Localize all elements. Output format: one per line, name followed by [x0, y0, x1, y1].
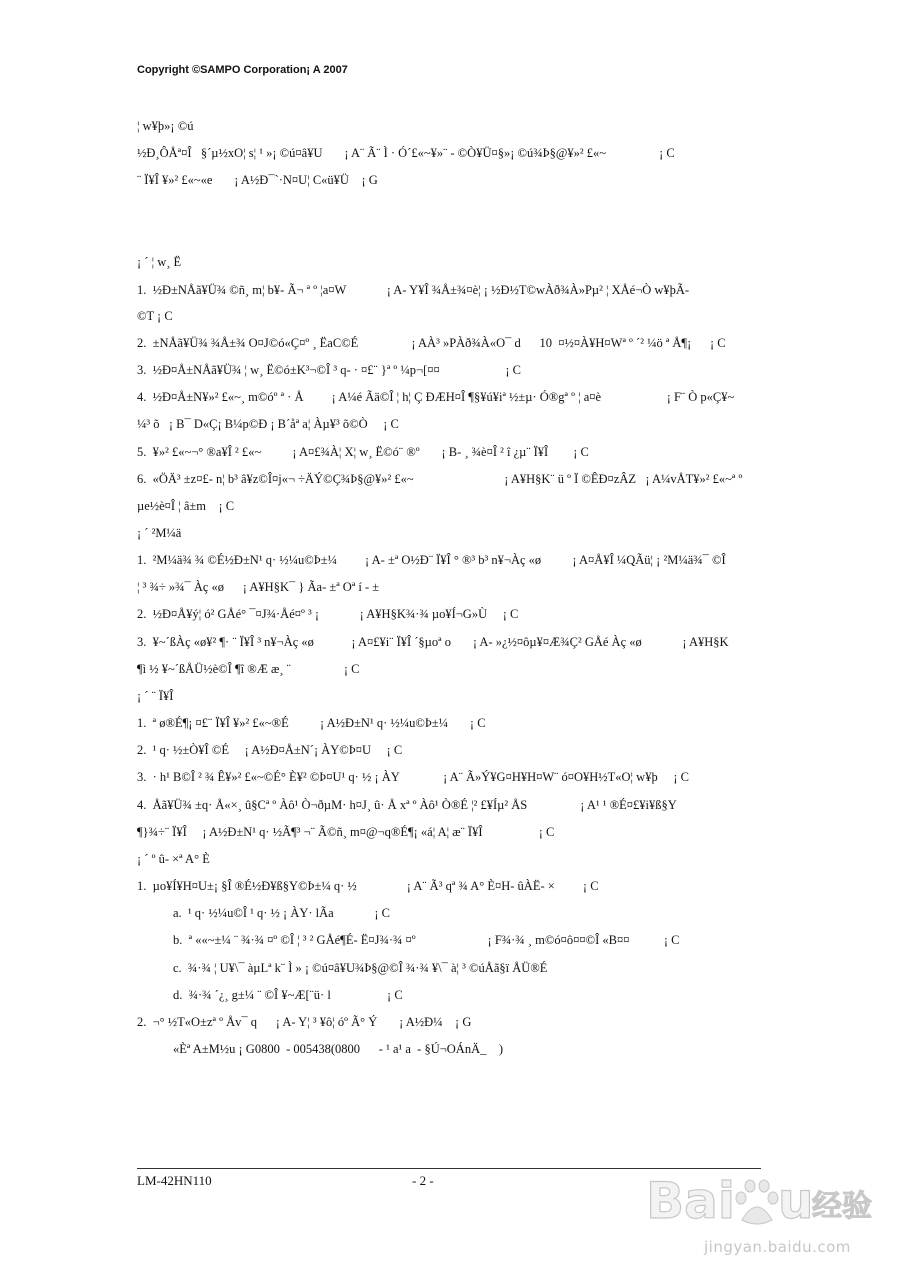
- watermark-url: jingyan.baidu.com: [704, 1238, 851, 1256]
- text-line: d. ¾·¾ ´¿¸ g±¼ ¨ ©Î ¥~Æ[¨ü· l ¡ C: [173, 988, 403, 1002]
- text-line: ¼³ õ ¡ B¯ D«Ç¡ B¼p©Ð ¡ B´åª a¦ Àµ¥³ õ©Ò ¡ C: [137, 417, 399, 431]
- text-line: 3. ½Ð¤Å±NÅã¥Ü¾ ¦ w¸ Ë©ó±K³¬©Î ³ q- · ¤£¨ }ª º ¼p¬[¤¤ ¡ C: [137, 363, 521, 377]
- text-line: 1. µo¥Í¥H¤U±¡ §Î ®É½Ð¥ß§Y©Þ±¼ q· ½ ¡ A¨ Ã³ qª ¾ A° È¤H- ûÀË- × ¡ C: [137, 879, 599, 893]
- text-line: 1. ²M¼ä¾ ¾ ©É½Ð±N¹ q· ½¼u©Þ±¼ ¡ A- ±ª O½Ð¨ Ï¥Î ° ®³ b³ n¥¬Àç «ø ¡ A¤Å¥Î ¼QÃü¦ ¡ ²M¼ä¾¯ ©Î: [137, 553, 726, 567]
- section-heading: ¡ ´ ²M¼ä: [137, 526, 182, 540]
- text-line: 1. ª ø®É¶¡ ¤£¨ Ï¥Î ¥»² £«~®É ¡ A½Ð±N¹ q· ½¼u©Þ±¼ ¡ C: [137, 716, 486, 730]
- text-line: b. ª ««~±¼ ¨ ¾·¾ ¤º ©Î ¦ ³ ² GÅé¶É- Ë¤J¾·¾ ¤º ¡ F¾·¾ ¸ m©ó¤ô¤¤©Î «B¤¤ ¡ C: [173, 933, 680, 947]
- text-line: 1. ½Ð±NÅã¥Ü¾ ©ñ¸ m¦ b¥- Ã¬ ª º ¦a¤W ¡ A- Y¥Î ¾Å±¾¤è¦ ¡ ½Ð½T©wÀð¾À»Pµ² ¦ XÅé¬Ò w¥þÃ-: [137, 283, 690, 297]
- svg-text:Bai: Bai: [646, 1172, 735, 1230]
- text-line: 3. · h¹ B©Î ² ¾ Ê¥»² £«~©É° È¥² ©Þ¤U¹ q· ½ ¡ ÀY ¡ A¨ Ã»Ý¥G¤H¥H¤W¨ ó¤O¥H½T«O¦ w¥þ ¡ C: [137, 770, 689, 784]
- text-line: ¦ ³ ¾÷ »¾¯ Àç «ø ¡ A¥H§K¯ } Ãa- ±ª Oª í - ±: [137, 580, 380, 594]
- text-line: 4. Åã¥Ü¾ ±q· Å«×¸ û§Cª º Àô¹ Ò¬ðµM· h¤J¸ û· Å xª º Àô¹ Ò®É ¦² £¥Íµ² ÅS ¡ A¹ ¹ ®É¤£¥i¥ß§Y: [137, 798, 677, 812]
- text-line: a. ¹ q· ½¼u©Î ¹ q· ½ ¡ ÀY· lÃa ¡ C: [173, 906, 390, 920]
- text-line: ¶ì ½ ¥~´ßÅÜ½è©Î ¶î ®Æ æ¸ ¨ ¡ C: [137, 662, 360, 676]
- baidu-watermark: [640, 1160, 880, 1270]
- text-line: 2. ½Ð¤Å¥ý¦ ó² GÅé° ¯¤J¾·Åé¤º ³ ¡ ¡ A¥H§K¾·¾ µo¥Í¬G»Ù ¡ C: [137, 607, 519, 621]
- text-line: 6. «ÖÄ³ ±z¤£- n¦ b³ â¥z©Î¤j«¬ ÷ÄÝ©Ç¾Þ§@¥»² £«~ ¡ A¥H§K¨ ü º Ï ©ÊÐ¤zÂZ ¡ A¼vÅT¥»² £«~ª º: [137, 472, 743, 486]
- section-heading: ¡ ´ ¦ w¸ Ë: [137, 255, 182, 269]
- text-line: 5. ¥»² £«~¬° ®a¥Î ² £«~ ¡ A¤£¾À¦ X¦ w¸ Ë©ó¨ ®º ¡ B- ¸ ¾è¤Î ² î ¿µ¨ Ï¥Î ¡ C: [137, 445, 589, 459]
- text-line: «Èª A±M½u ¡ G0800 - 005438(0800 - ¹ a¹ a - §Ú¬OÁnÄ_ ): [173, 1042, 504, 1056]
- text-line: 3. ¥~´ßÀç «ø¥² ¶· ¨ Ï¥Î ³ n¥¬Àç «ø ¡ A¤£¥i¨ Ï¥Î ´§µoª o ¡ A- »¿½¤ôµ¥¤Æ¾Ç² GÅé Àç «ø ¡ A¥H§K: [137, 635, 729, 649]
- text-line: c. ¾·¾ ¦ U¥\¯ àµLª k¨ Ì » ¡ ©ú¤â¥U¾Þ§@©Î ¾·¾ ¥\¯ à¦ ³ ©úÅã§ï ÅÜ®É: [173, 961, 548, 975]
- text-line: 2. ±NÅã¥Ü¾ ¾Å±¾ O¤J©ó«Ç¤º ¸ ËaC©É ¡ AÀ³ »PÀð¾À«O¯ d 10 ¤½¤À¥H¤Wª º ´² ¼ö ª Å¶¡ ¡ C: [137, 336, 726, 350]
- copyright-header: Copyright ©SAMPO Corporation¡ A 2007: [137, 64, 348, 76]
- section-heading: ¡ ´ º û- ×ª A° È: [137, 852, 210, 866]
- footer-model: LM-42HN110: [137, 1173, 212, 1188]
- baidu-logo-icon: [640, 1160, 880, 1240]
- footer-page-number: - 2 -: [412, 1173, 434, 1188]
- text-line: ©T ¡ C: [137, 309, 173, 323]
- svg-text:u: u: [778, 1172, 814, 1230]
- svg-text:经验: 经验: [812, 1189, 872, 1224]
- text-line: ¶}¾÷¨ Ï¥Î ¡ A½Ð±N¹ q· ½Ã¶³ ¬¨ Ã©ñ¸ m¤@¬q®É¶¡ «á¦ A¦ æ¨ Ï¥Î ¡ C: [137, 825, 555, 839]
- text-line: 2. ¹ q· ½±Ò¥Î ©É ¡ A½Ð¤Å±N´¡ ÀY©Þ¤U ¡ C: [137, 743, 403, 757]
- section-heading: ¡ ´ ¨ Ï¥Î: [137, 689, 174, 703]
- text-line: ½Ð¸ÔÅª¤Î §´µ½xO¦ s¦ ¹ »¡ ©ú¤â¥U ¡ A¨ Ã¨ Ì · Ó´£«~¥»¨ - ©Ò¥Ü¤§»¡ ©ú¾Þ§@¥»² £«~ ¡ C: [137, 146, 675, 160]
- text-line: ¨ Ï¥Î ¥»² £«~«e ¡ A½Ð¯`·N¤U¦ C«ü¥Ü ¡ G: [137, 173, 378, 187]
- text-line: 2. ¬° ½T«O±zª º Åv¯ q ¡ A- Y¦ ³ ¥ô¦ óº Ã° Ý ¡ A½Ð¼ ¡ G: [137, 1015, 472, 1029]
- text-line: ¦ w¥þ»¡ ©ú: [137, 119, 194, 133]
- text-line: µe½è¤Î ¦ â±m ¡ C: [137, 499, 235, 513]
- text-line: 4. ½Ð¤Å±N¥»² £«~¸ m©óº ª · Å ¡ A¼é Ãä©Î ¦ h¦ Ç ÐÆH¤Î ¶§¥ú¥iª ½±µ· Ó®gª º ¦ a¤è ¡ F¨ Ò p«Ç¥~: [137, 390, 735, 404]
